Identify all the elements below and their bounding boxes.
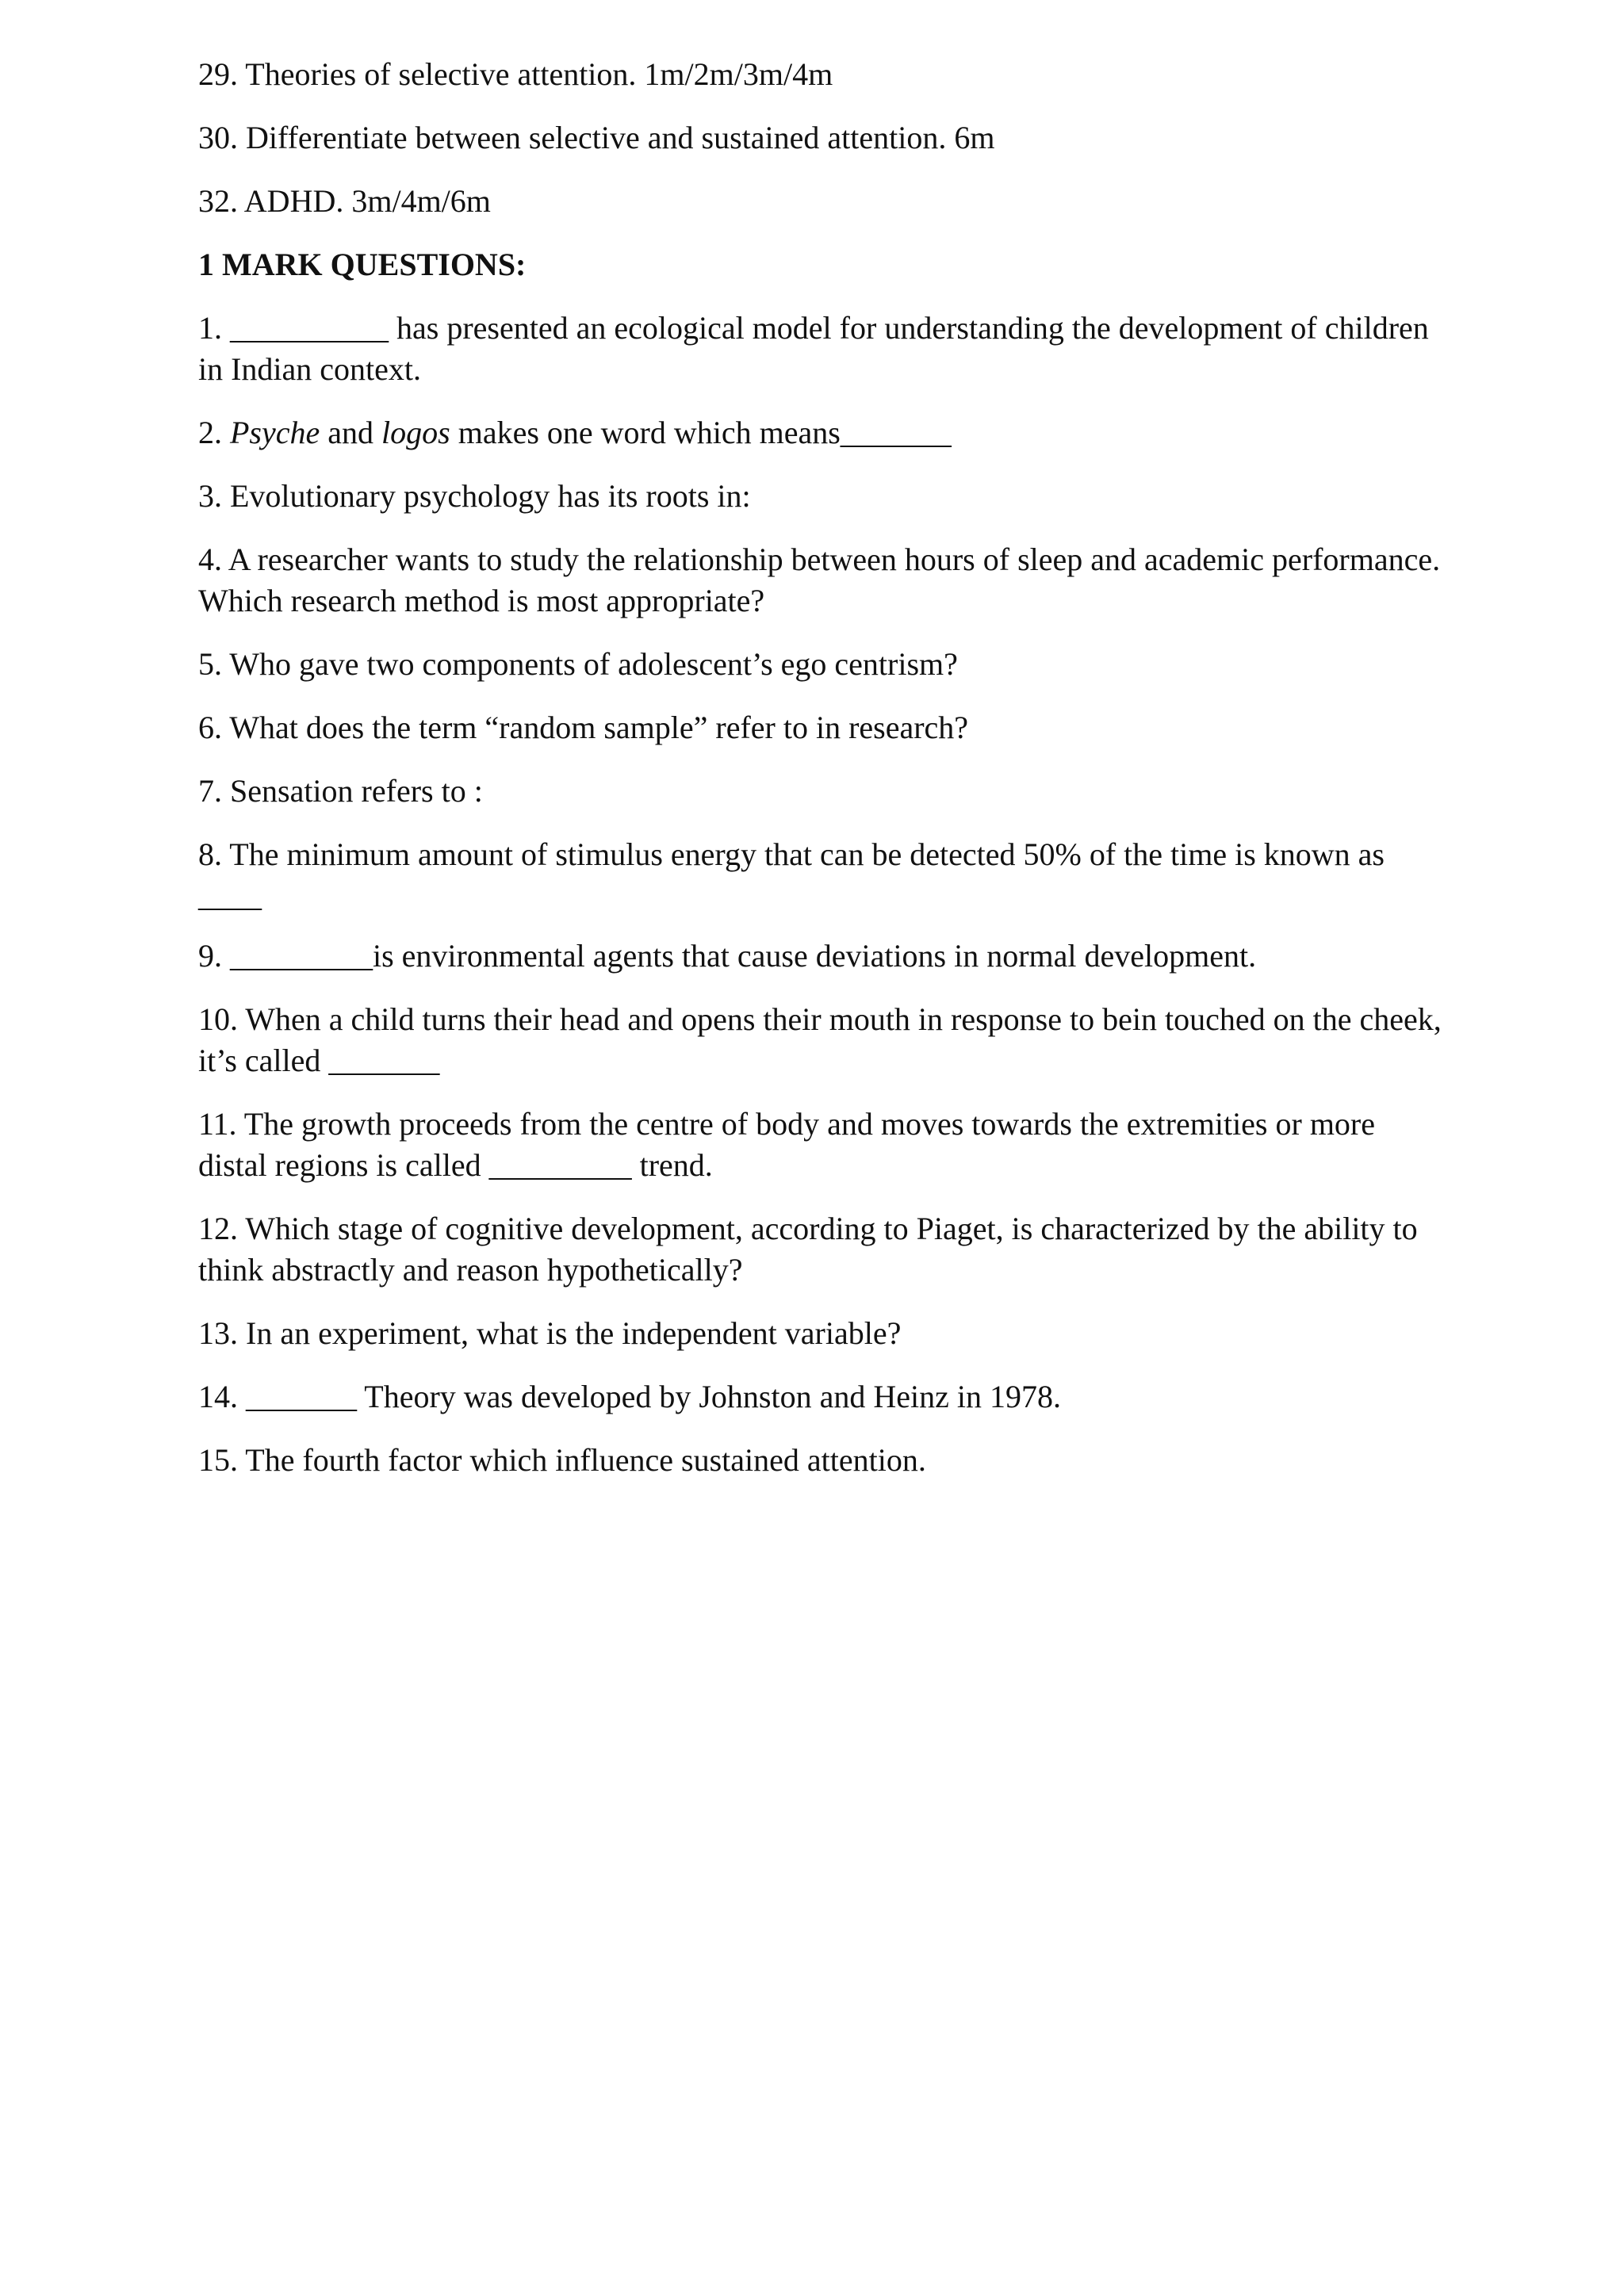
- question-10: 10. When a child turns their head and opens their mouth in response to bein touched on the cheek, it’s called _______: [198, 1001, 1442, 1078]
- question-15: 15. The fourth factor which influence sustained attention.: [198, 1442, 926, 1478]
- question-4: 4. A researcher wants to study the relationship between hours of sleep and academic performance. Which research method is most appropriate?: [198, 541, 1441, 618]
- page-content: [198, 54, 1451, 1503]
- topic-30: 30. Differentiate between selective and sustained attention. 6m: [198, 120, 995, 155]
- question-13: 13. In an experiment, what is the independent variable?: [198, 1315, 902, 1351]
- question-1: 1. __________ has presented an ecological model for understanding the development of children in Indian context.: [198, 310, 1429, 387]
- question-5: 5. Who gave two components of adolescent’s ego centrism?: [198, 646, 958, 682]
- question-14: 14. _______ Theory was developed by Johnston and Heinz in 1978.: [198, 1379, 1061, 1414]
- question-8: 8. The minimum amount of stimulus energy that can be detected 50% of the time is known as ____: [198, 836, 1385, 913]
- question-2-prefix: 2.: [198, 415, 230, 450]
- question-6: 6. What does the term “random sample” refer to in research?: [198, 710, 969, 745]
- topic-29: 29. Theories of selective attention. 1m/2m/3m/4m: [198, 56, 833, 92]
- section-heading: 1 MARK QUESTIONS:: [198, 247, 527, 282]
- question-9: 9. _________is environmental agents that cause deviations in normal development.: [198, 938, 1257, 974]
- question-2-suffix: makes one word which means_______: [450, 415, 952, 450]
- question-11: 11. The growth proceeds from the centre of body and moves towards the extremities or more distal regions is called _________ trend.: [198, 1106, 1376, 1183]
- question-2-term-psyche: Psyche: [230, 415, 320, 450]
- question-2: [198, 412, 1451, 453]
- question-7: 7. Sensation refers to :: [198, 773, 483, 809]
- question-2-mid: and: [320, 415, 382, 450]
- question-12: 12. Which stage of cognitive development, according to Piaget, is characterized by the ability to think abstractly and reason hypothetically?: [198, 1211, 1418, 1288]
- topic-32: 32. ADHD. 3m/4m/6m: [198, 183, 491, 219]
- question-2-term-logos: logos: [381, 415, 450, 450]
- question-3: 3. Evolutionary psychology has its roots in:: [198, 478, 751, 514]
